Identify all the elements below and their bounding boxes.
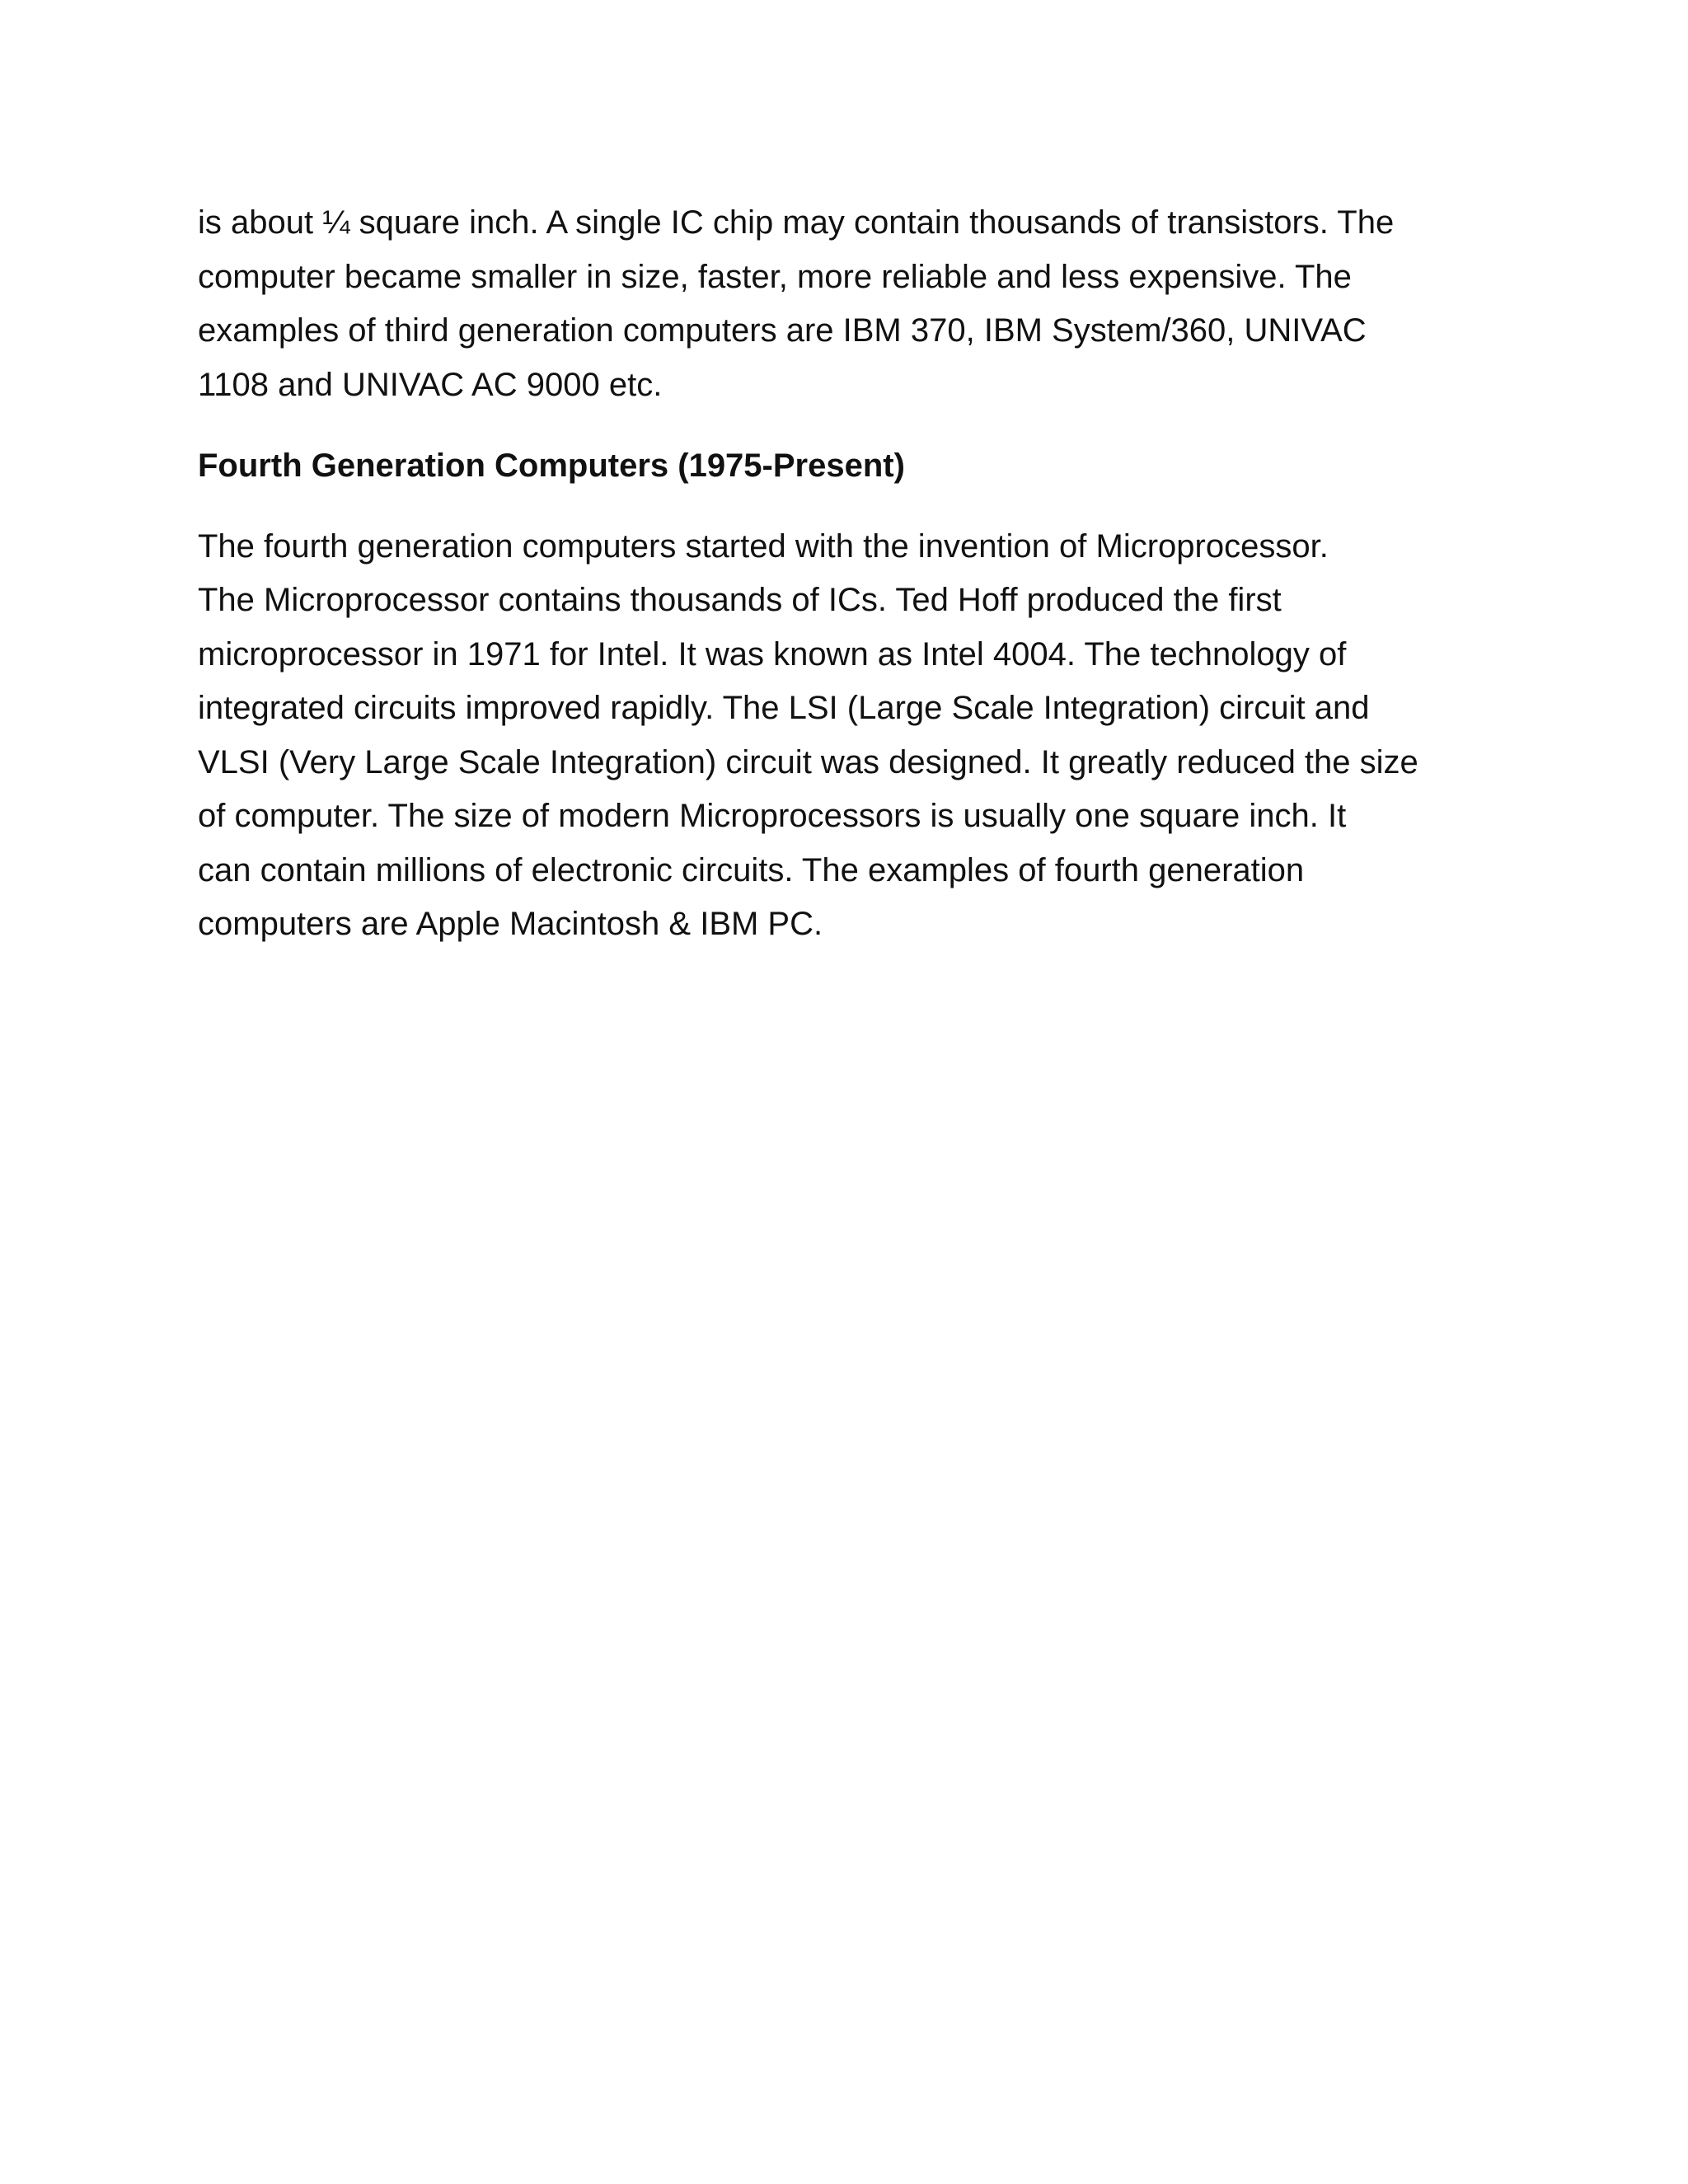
paragraph-fourth-generation bbox=[198, 520, 1508, 952]
text-line: The Microprocessor contains thousands of ICs. Ted Hoff produced the first bbox=[198, 582, 1282, 618]
text-line: computers are Apple Macintosh & IBM PC. bbox=[198, 906, 823, 942]
text-line: can contain millions of electronic circuits. The examples of fourth generation bbox=[198, 851, 1305, 888]
paragraph-third-generation bbox=[198, 196, 1508, 412]
text-line: of computer. The size of modern Microprocessors is usually one square inch. It bbox=[198, 798, 1347, 834]
text-line: The fourth generation computers started with the invention of Microprocessor. bbox=[198, 527, 1329, 565]
text-line: computer became smaller in size, faster, more reliable and less expensive. The bbox=[198, 258, 1352, 295]
section-heading: Fourth Generation Computers (1975-Present) bbox=[198, 448, 905, 484]
text-line: examples of third generation computers are IBM 370, IBM System/360, UNIVAC bbox=[198, 312, 1367, 349]
text-line: VLSI (Very Large Scale Integration) circuit was designed. It greatly reduced the size bbox=[198, 743, 1418, 780]
text-line: 1108 and UNIVAC AC 9000 etc. bbox=[198, 366, 663, 403]
text-line: is about ¼ square inch. A single IC chip may contain thousands of transistors. The bbox=[198, 204, 1395, 241]
text-line: integrated circuits improved rapidly. The LSI (Large Scale Integration) circuit and bbox=[198, 690, 1370, 726]
document-content bbox=[198, 196, 1508, 952]
text-line: microprocessor in 1971 for Intel. It was known as Intel 4004. The technology of bbox=[198, 635, 1347, 673]
